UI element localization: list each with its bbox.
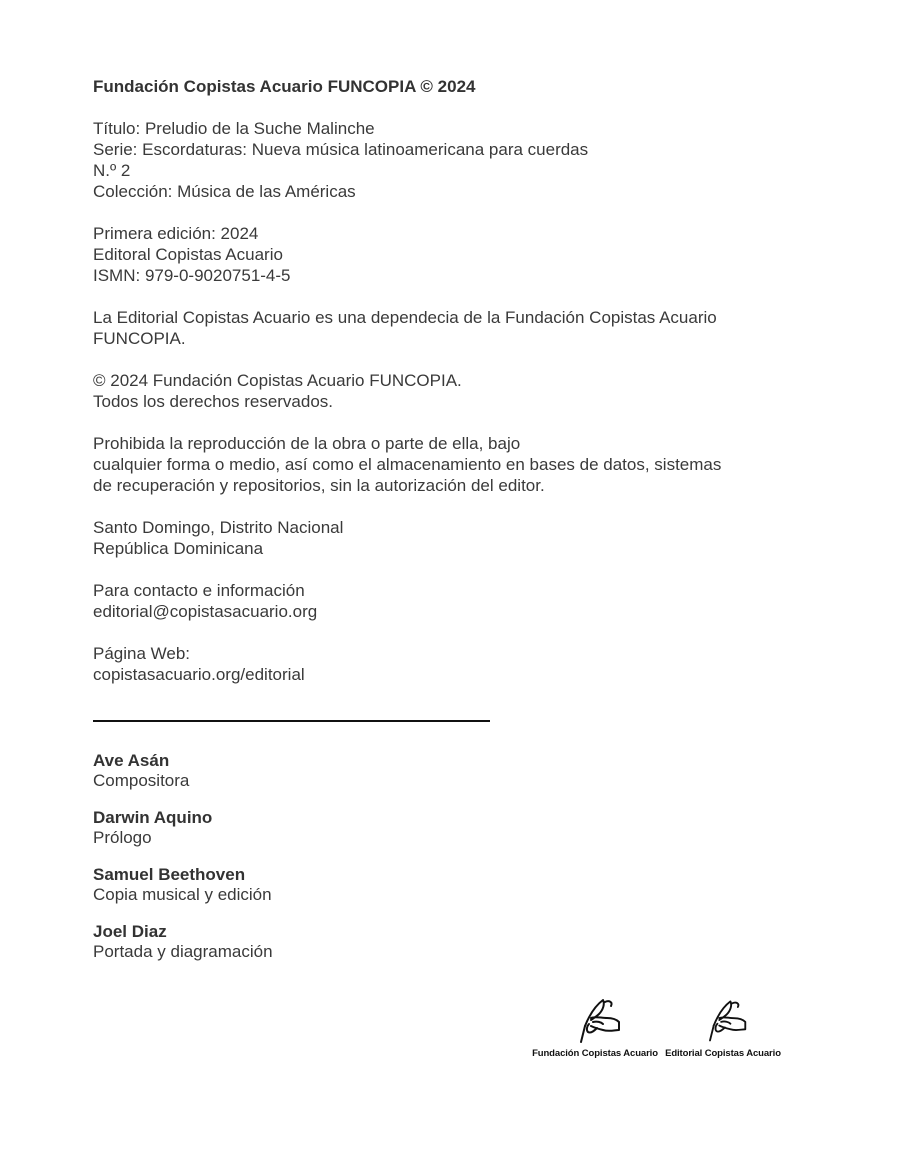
work-number: N.º 2 xyxy=(93,161,131,180)
contact-label: Para contacto e información xyxy=(93,581,305,600)
credit-name: Ave Asán xyxy=(93,751,170,770)
edition-block xyxy=(93,223,813,286)
edition-publisher: Editoral Copistas Acuario xyxy=(93,245,283,264)
credit-item xyxy=(93,865,273,905)
prohibition-block xyxy=(93,433,813,496)
fundacion-logo xyxy=(530,996,660,1059)
credit-item xyxy=(93,751,273,791)
web-block xyxy=(93,643,813,685)
logos-row xyxy=(530,996,790,1066)
copyright-line-2: Todos los derechos reservados. xyxy=(93,392,334,411)
web-url: copistasacuario.org/editorial xyxy=(93,665,305,684)
prohibition-line-3: de recuperación y repositorios, sin la autorización del editor. xyxy=(93,476,545,495)
hand-writing-quill-icon xyxy=(697,996,749,1044)
edition-first: Primera edición: 2024 xyxy=(93,224,259,243)
editorial-logo-caption: Editorial Copistas Acuario xyxy=(665,1048,781,1059)
header-block xyxy=(93,76,813,97)
work-info-block xyxy=(93,118,813,202)
credit-name: Samuel Beethoven xyxy=(93,865,246,884)
page-title: Fundación Copistas Acuario FUNCOPIA © 2024 xyxy=(93,77,476,96)
about-block xyxy=(93,307,813,349)
work-title: Título: Preludio de la Suche Malinche xyxy=(93,119,375,138)
contact-email: editorial@copistasacuario.org xyxy=(93,602,318,621)
location-city: Santo Domingo, Distrito Nacional xyxy=(93,518,344,537)
location-country: República Dominicana xyxy=(93,539,264,558)
edition-ismn: ISMN: 979-0-9020751-4-5 xyxy=(93,266,291,285)
credit-name: Darwin Aquino xyxy=(93,808,213,827)
about-line-1: La Editorial Copistas Acuario es una dependecia de la Fundación Copistas Acuario xyxy=(93,308,717,327)
work-series: Serie: Escordaturas: Nueva música latinoamericana para cuerdas xyxy=(93,140,589,159)
copyright-line-1: © 2024 Fundación Copistas Acuario FUNCOPIA. xyxy=(93,371,462,390)
copyright-block xyxy=(93,370,813,412)
credit-item xyxy=(93,808,273,848)
hand-writing-quill-icon xyxy=(567,996,623,1044)
editorial-logo xyxy=(664,996,782,1059)
section-divider xyxy=(93,720,490,722)
colophon-text xyxy=(93,76,813,706)
about-line-2: FUNCOPIA. xyxy=(93,329,186,348)
location-block xyxy=(93,517,813,559)
credit-name: Joel Diaz xyxy=(93,922,167,941)
credit-role: Compositora xyxy=(93,771,190,790)
contact-block xyxy=(93,580,813,622)
web-label: Página Web: xyxy=(93,644,191,663)
prohibition-line-1: Prohibida la reproducción de la obra o parte de ella, bajo xyxy=(93,434,521,453)
work-collection: Colección: Música de las Américas xyxy=(93,182,356,201)
credit-role: Prólogo xyxy=(93,828,152,847)
credit-role: Portada y diagramación xyxy=(93,942,273,961)
prohibition-line-2: cualquier forma o medio, así como el almacenamiento en bases de datos, sistemas xyxy=(93,455,722,474)
fundacion-logo-caption: Fundación Copistas Acuario xyxy=(532,1048,658,1059)
credits-list xyxy=(93,751,273,979)
credit-role: Copia musical y edición xyxy=(93,885,272,904)
credit-item xyxy=(93,922,273,962)
